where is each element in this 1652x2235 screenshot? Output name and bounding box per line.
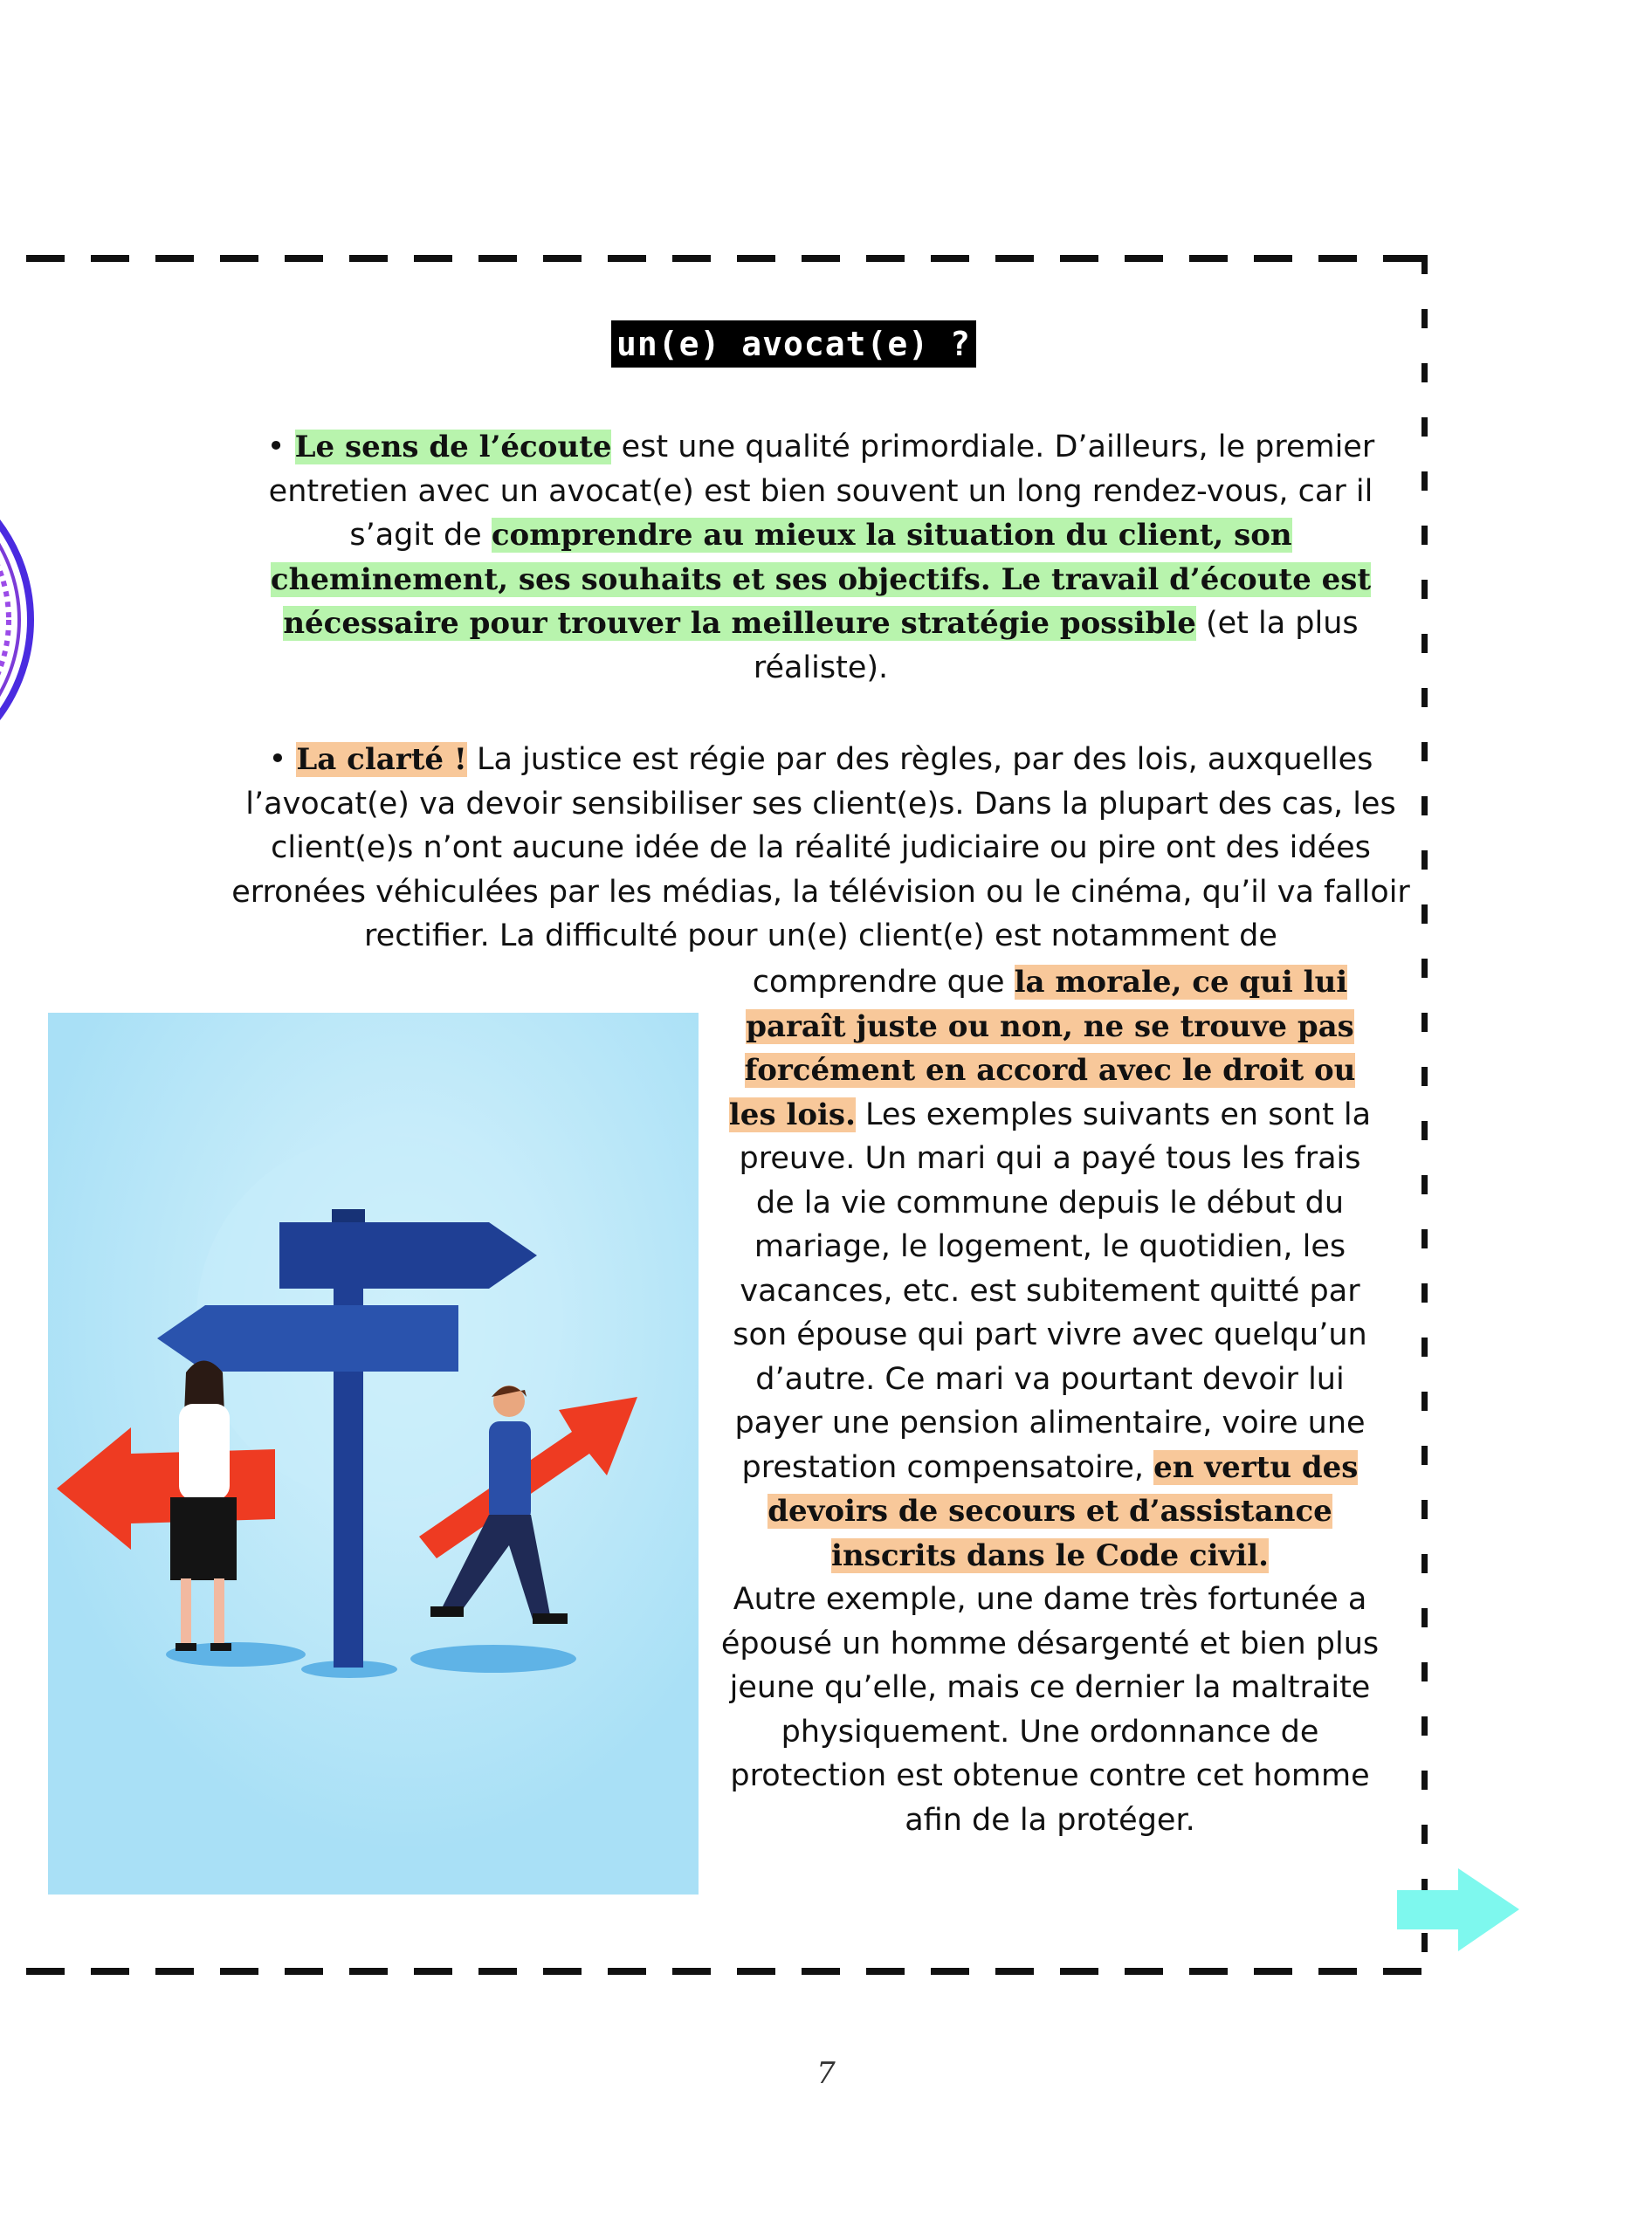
bullet: •	[266, 430, 286, 464]
listening-text: est une qualité primordiale. D’ailleurs, le premier entretien avec un avocat(e) est bien souvent un long rendez-vous, car il s’agit de	[268, 430, 1375, 553]
medallion-decoration	[0, 454, 35, 786]
next-arrow-icon[interactable]	[1397, 1868, 1519, 1951]
text-column	[716, 960, 1384, 1842]
highlight-code-civil: en vertu des devoirs de secours et d’assistance inscrits dans le Code civil.	[767, 1449, 1359, 1573]
bullet: •	[268, 742, 287, 777]
column-text-3: Autre exemple, une dame très fortunée a épousé un homme désargenté et bien plus jeune qu’elle, mais ce dernier la maltraite physiquement. Une ordonnance de protection est obtenue contre cet homme afin de la protéger.	[720, 1582, 1380, 1838]
highlight-listening: Le sens de l’écoute	[294, 430, 612, 464]
column-text-2: Les exemples suivants en sont la preuve. Un mari qui a payé tous les frais de la vie commune depuis le début du mariage, le logement, le quotidien, les vacances, etc. est subitement quitté par son épouse qui part vivre avec quelqu’un d’autre. Ce mari va pourtant devoir lui payer une pension alimentaire, voire une prestation compensatoire,	[733, 1097, 1372, 1485]
section-listening	[253, 425, 1388, 690]
dashed-frame-right	[1421, 255, 1428, 1975]
dashed-frame-top	[26, 255, 1428, 262]
dashed-frame-bottom	[26, 1968, 1428, 1975]
highlight-understanding: comprendre au mieux la situation du client, son cheminement, ses souhaits et ses objectifs. Le travail d’écoute est nécessaire pour trouver la meilleure stratégie possible	[270, 518, 1372, 641]
page-title: un(e) avocat(e) ?	[611, 320, 976, 368]
page-number: 7	[816, 2056, 836, 2091]
listening-text-end: (et la plus réaliste).	[753, 606, 1359, 685]
highlight-clarity: La clarté !	[296, 742, 467, 777]
column-text-1: comprendre que	[752, 965, 1015, 1000]
clarity-text: La justice est régie par des règles, par des lois, auxquelles l’avocat(e) va devoir sensibiliser ses client(e)s. Dans la plupart des cas, les client(e)s n’ont aucune idée de la réalité judiciaire ou pire ont des idées erronées véhiculées par les médias, la télévision ou le cinéma, qu’il va falloir rectifier. La difficulté pour un(e) client(e) est notamment de	[231, 742, 1410, 953]
section-clarity	[223, 738, 1419, 959]
highlight-morale: la morale, ce qui lui paraît juste ou non, ne se trouve pas forcément en accord avec le droit ou les lois.	[728, 965, 1356, 1132]
signpost-illustration	[48, 1013, 699, 1895]
